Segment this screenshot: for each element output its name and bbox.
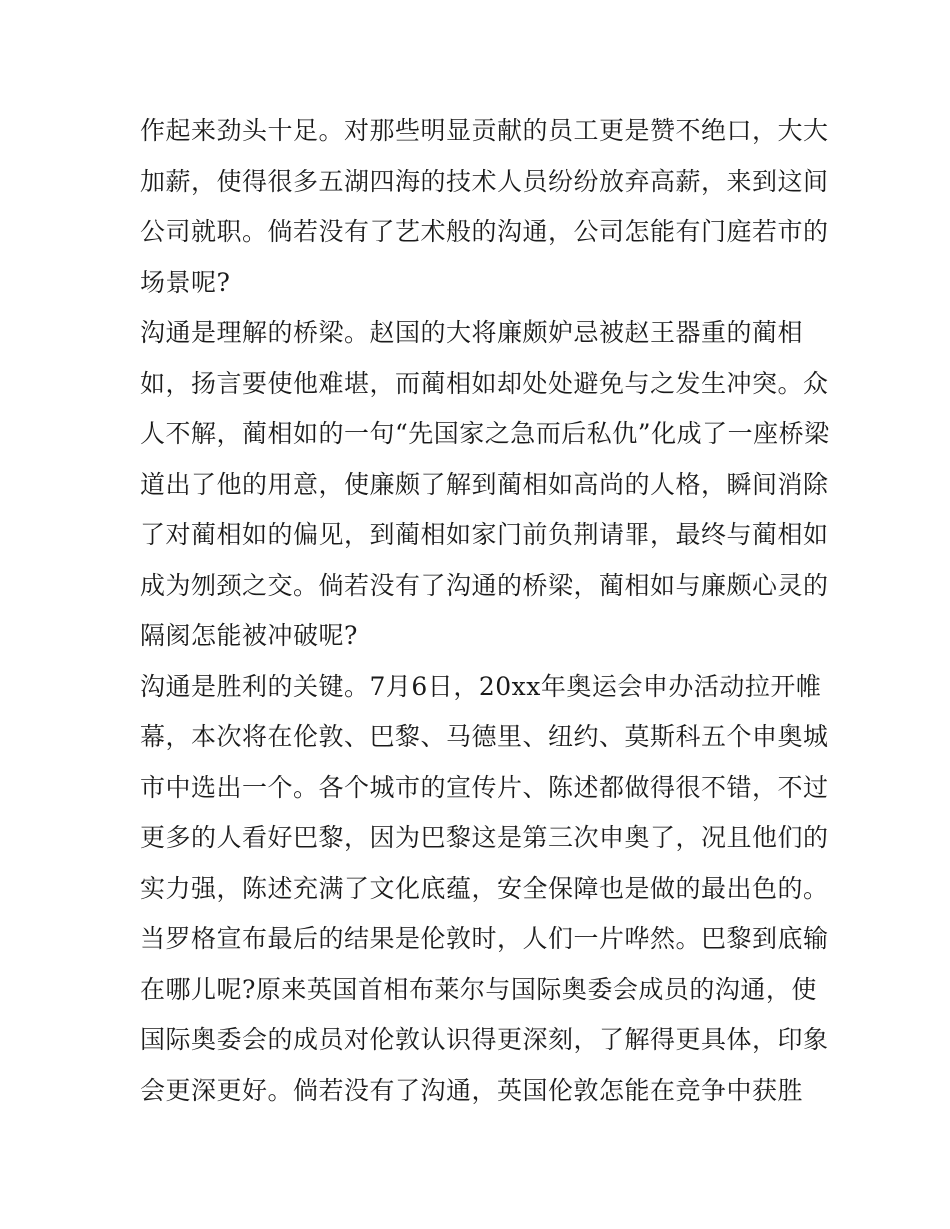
text-line: 场景呢? xyxy=(140,267,231,297)
text-line: 人不解，蔺相如的一句“先国家之急而后私仇”化成了一座桥梁 xyxy=(140,419,830,448)
text-line: 沟通是理解的桥梁。赵国的大将廉颇妒忌被赵王器重的蔺相 xyxy=(140,318,804,347)
text-line: 了对蔺相如的偏见，到蔺相如家门前负荆请罪，最终与蔺相如 xyxy=(140,520,829,549)
text-line: 道出了他的用意，使廉颇了解到蔺相如高尚的人格，瞬间消除 xyxy=(140,469,829,499)
text-line: 当罗格宣布最后的结果是伦敦时，人们一片哗然。巴黎到底输 xyxy=(140,924,829,953)
text-line: 加薪，使得很多五湖四海的技术人员纷纷放弃高薪，来到这间 xyxy=(140,166,829,196)
body-text xyxy=(140,106,830,1116)
text-line: 在哪儿呢?原来英国首相布莱尔与国际奥委会成员的沟通，使 xyxy=(140,974,817,1004)
text-line: 会更深更好。倘若没有了沟通，英国伦敦怎能在竞争中获胜 xyxy=(140,1075,804,1105)
text-line: 沟通是胜利的关键。7月6日，20xx年奥运会申办活动拉开帷 xyxy=(140,671,822,701)
text-line: 成为刎颈之交。倘若没有了沟通的桥梁，蔺相如与廉颇心灵的 xyxy=(140,570,829,600)
text-line: 公司就职。倘若没有了艺术般的沟通，公司怎能有门庭若市的 xyxy=(140,217,829,246)
text-line: 市中选出一个。各个城市的宣传片、陈述都做得很不错，不过 xyxy=(140,772,829,802)
text-line: 隔阂怎能被冲破呢? xyxy=(140,621,358,650)
text-line: 更多的人看好巴黎，因为巴黎这是第三次申奥了，况且他们的 xyxy=(140,823,829,852)
text-line: 作起来劲头十足。对那些明显贡献的员工更是赞不绝口，大大 xyxy=(140,116,829,145)
text-line: 国际奥委会的成员对伦敦认识得更深刻，了解得更具体，印象 xyxy=(140,1025,829,1054)
text-line: 实力强，陈述充满了文化底蕴，安全保障也是做的最出色的。 xyxy=(140,873,829,903)
text-line: 幕，本次将在伦敦、巴黎、马德里、纽约、莫斯科五个申奥城 xyxy=(140,722,829,751)
text-line: 如，扬言要使他难堪，而蔺相如却处处避免与之发生冲突。众 xyxy=(140,368,829,398)
